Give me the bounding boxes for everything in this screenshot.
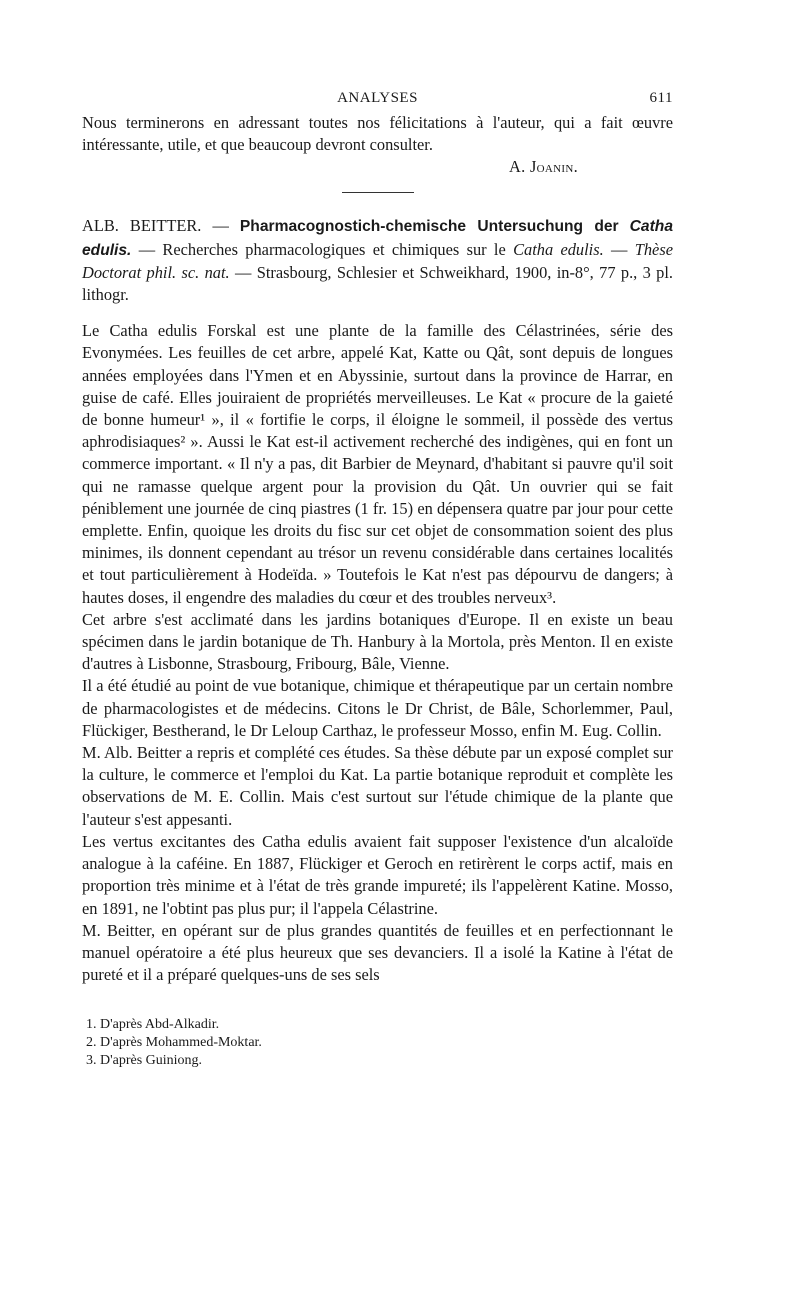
footnotes bbox=[86, 1016, 673, 1070]
paragraph-2: Cet arbre s'est acclimaté dans les jardins botaniques d'Europe. Il en existe un beau spécimen dans le jardin botanique de Th. Hanbury à la Mortola, près Menton. Il en existe d'autres à Lisbonne, Strasbourg, Fribourg, Bâle, Vienne. bbox=[82, 609, 673, 674]
paragraph-3: Il a été étudié au point de vue botanique, chimique et thérapeutique par un certain nombre de pharmacologistes et de médecins. Citons le Dr Christ, de Bâle, Schorlemmer, Paul, Flückiger, Bestherand, le Dr Leloup Carthaz, le professeur Mosso, enfin M. Eug. Collin. bbox=[82, 676, 673, 740]
bib-author: ALB. BEITTER. bbox=[82, 216, 202, 236]
bib-thesis: Thèse Doctorat phil. sc. nat. bbox=[82, 239, 673, 282]
running-header bbox=[82, 88, 673, 112]
page-number: 611 bbox=[649, 90, 673, 106]
header-title: ANALYSES bbox=[337, 90, 418, 106]
bib-publisher: — Strasbourg, Schlesier et Schweikhard, 1900, in-8°, 77 p., 3 pl. lithogr. bbox=[82, 262, 673, 305]
paragraph-4: M. Alb. Beitter a repris et complété ces études. Sa thèse débute par un exposé complet sur la culture, le commerce et l'emploi du Kat. La partie botanique reproduit et complète les observations de M. E. Collin. Mais c'est surtout sur l'étude chimique de la plante que l'auteur s'est appesanti. bbox=[82, 743, 673, 829]
bib-title: Pharmacognostich-chemische Untersuchung der bbox=[239, 218, 619, 236]
bib-subtitle-species: Catha edulis. bbox=[513, 239, 604, 259]
bibliographic-entry bbox=[82, 215, 673, 306]
opening-paragraph: Nous terminerons en adressant toutes nos félicitations à l'auteur, qui a fait œuvre intéressante, utile, et que beaucoup devront consulter. bbox=[82, 113, 673, 155]
paragraph-1: Le Catha edulis Forskal est une plante de la famille des Célastrinées, série des Evonymées. Les feuilles de cet arbre, appelé Kat, Katte ou Qât, sont depuis de longues années employées dans l'Ymen et en Abyssinie, surtout dans la province de Harrar, en guise de café. Elles jouiraient de propriétés merveilleuses. Le Kat « procure de la gaieté de bonne humeur¹ », il « fortifie le corps, il éloigne le sommeil, il possède des vertus aphrodisiaques² ». Aussi le Kat est-il activement recherché des indigènes, qui en font un commerce important. « Il n'y a pas, dit Barbier de Meynard, d'habitant si pauvre qu'il soit qui ne ramasse quelque argent pour la provision du Qât. Un ouvrier qui se fait péniblement une journée de cinq piastres (1 fr. 15) en dépensera quatre par jour pour cette emplette. Enfin, quoique les droits du fisc sur cet objet de consommation soient des plus minimes, ils donnent cependant au trésor un revenu considérable dans certaines localités et tout particulièrement à Hodeïda. » Toutefois le Kat n'est pas dépourvu de dangers; à hautes doses, il engendre des maladies du cœur et des troubles nerveux³. bbox=[82, 321, 673, 607]
footnote-spacer bbox=[82, 986, 673, 1016]
footnote-3: 3. D'après Guiniong. bbox=[86, 1053, 203, 1069]
paragraph-5: Les vertus excitantes des Catha edulis avaient fait supposer l'existence d'un alcaloïde analogue à la caféine. En 1887, Flückiger et Geroch en retirèrent le corps actif, mais en proportion très minime et à l'état de très grande impureté; ils l'appelèrent Katine. Mosso, en 1891, ne l'obtint pas plus pur; il l'appela Célastrine. bbox=[82, 831, 673, 918]
paragraph-6: M. Beitter, en opérant sur de plus grandes quantités de feuilles et en perfectionnant le manuel opératoire a été plus heureux que ses devanciers. Il a isolé la Katine à l'état de pureté et il a préparé quelques-uns de ses sels bbox=[82, 920, 673, 985]
bib-title-species: Catha edulis. bbox=[82, 218, 673, 259]
bib-subtitle: — Recherches pharmacologiques et chimiques sur le bbox=[131, 239, 514, 259]
signature bbox=[82, 156, 578, 178]
signature-text: A. Joanin. bbox=[509, 157, 578, 177]
document-page bbox=[82, 88, 673, 1070]
footnote-1: 1. D'après Abd-Alkadir. bbox=[86, 1017, 220, 1033]
footnote-2: 2. D'après Mohammed-Moktar. bbox=[86, 1035, 262, 1051]
bib-dash: — bbox=[201, 216, 240, 236]
section-divider bbox=[342, 192, 414, 193]
bib-dash-2: — bbox=[603, 239, 635, 259]
